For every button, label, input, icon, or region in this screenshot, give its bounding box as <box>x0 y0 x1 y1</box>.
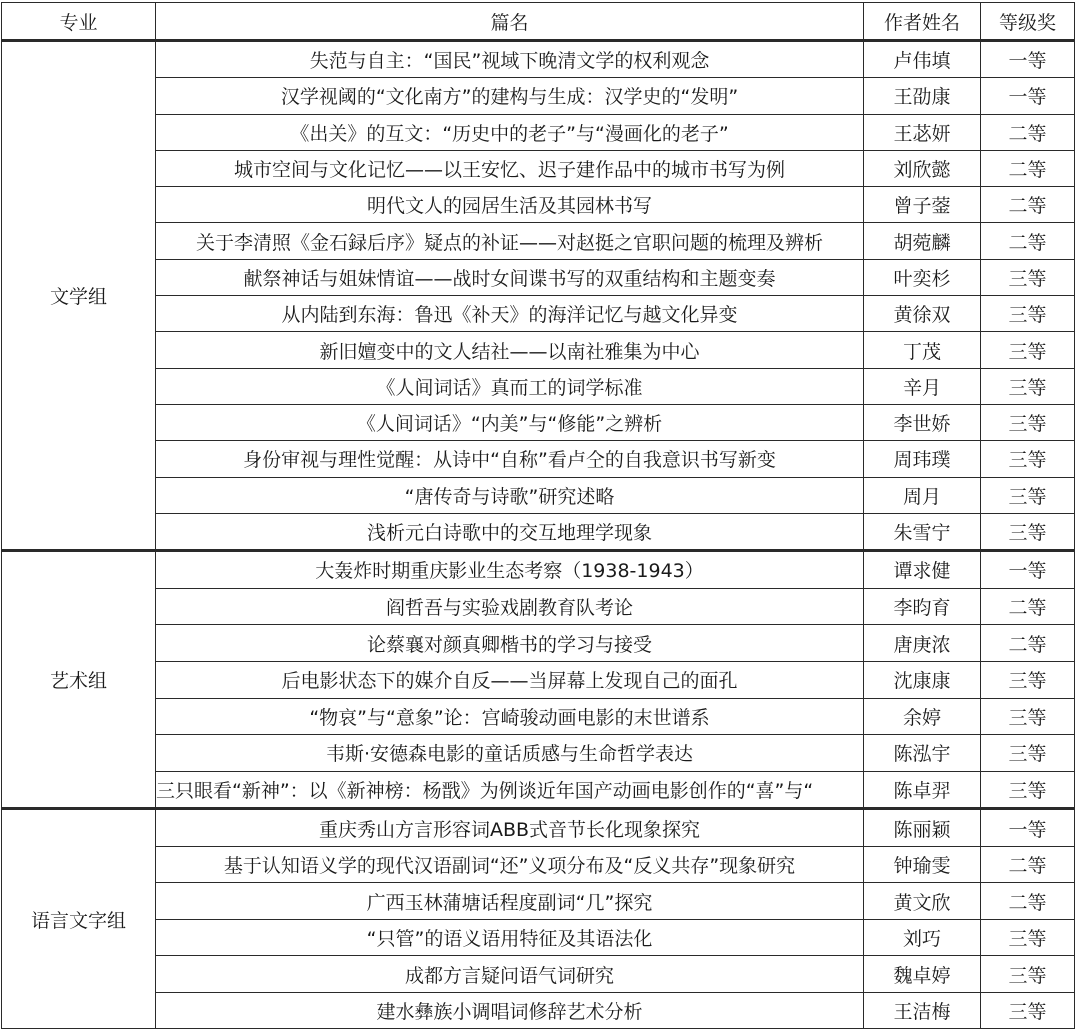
prize-cell: 二等 <box>981 625 1075 662</box>
paper-title-cell: 建水彝族小调唱词修辞艺术分析 <box>156 992 864 1029</box>
header-title: 篇名 <box>156 3 864 41</box>
table-row <box>2 661 1075 698</box>
header-prize: 等级奖 <box>981 3 1075 41</box>
author-cell: 刘欣懿 <box>864 150 981 186</box>
table-row <box>2 992 1075 1029</box>
prize-cell: 三等 <box>981 735 1075 772</box>
prize-cell: 一等 <box>981 551 1075 589</box>
paper-title-cell: “唐传奇与诗歌”研究述略 <box>156 477 864 513</box>
paper-title-cell: 后电影状态下的媒介自反——当屏幕上发现自己的面孔 <box>156 661 864 698</box>
author-cell: 黄文欣 <box>864 883 981 920</box>
paper-title-cell: 城市空间与文化记忆——以王安忆、迟子建作品中的城市书写为例 <box>156 150 864 186</box>
group-name-cell: 文学组 <box>2 41 156 551</box>
prize-cell: 三等 <box>981 771 1075 809</box>
table-row <box>2 296 1075 332</box>
prize-cell: 三等 <box>981 992 1075 1029</box>
paper-title-cell: 重庆秀山方言形容词ABB式音节长化现象探究 <box>156 809 864 847</box>
table-row <box>2 698 1075 735</box>
prize-cell: 三等 <box>981 956 1075 993</box>
author-cell: 胡菀麟 <box>864 223 981 259</box>
table-row <box>2 78 1075 114</box>
paper-title-cell: 身份审视与理性觉醒：从诗中“自称”看卢仝的自我意识书写新变 <box>156 441 864 477</box>
prize-cell: 三等 <box>981 259 1075 295</box>
paper-title-cell: 汉学视阈的“文化南方”的建构与生成：汉学史的“发明” <box>156 78 864 114</box>
prize-cell: 二等 <box>981 114 1075 150</box>
table-row <box>2 551 1075 589</box>
paper-title-cell: 韦斯·安德森电影的童话质感与生命哲学表达 <box>156 735 864 772</box>
table-row <box>2 441 1075 477</box>
paper-title-cell: “物哀”与“意象”论：宫崎骏动画电影的末世谱系 <box>156 698 864 735</box>
prize-cell: 三等 <box>981 441 1075 477</box>
prize-cell: 二等 <box>981 588 1075 625</box>
paper-title-cell: 论蔡襄对颜真卿楷书的学习与接受 <box>156 625 864 662</box>
paper-title-cell: 关于李清照《金石録后序》疑点的补证——对赵挺之官职问题的梳理及辨析 <box>156 223 864 259</box>
author-cell: 卢伟填 <box>864 41 981 78</box>
table-row <box>2 735 1075 772</box>
header-row <box>2 3 1075 41</box>
award-table <box>1 2 1075 1029</box>
table-row <box>2 588 1075 625</box>
author-cell: 曾子蓥 <box>864 187 981 223</box>
paper-title-cell: 从内陆到东海：鲁迅《补天》的海洋记忆与越文化异变 <box>156 296 864 332</box>
table-row <box>2 513 1075 550</box>
author-cell: 陈丽颖 <box>864 809 981 847</box>
author-cell: 钟瑜雯 <box>864 846 981 883</box>
prize-cell: 二等 <box>981 223 1075 259</box>
author-cell: 李世娇 <box>864 404 981 440</box>
header-major: 专业 <box>2 3 156 41</box>
prize-cell: 一等 <box>981 78 1075 114</box>
group-language <box>2 809 1075 1029</box>
table-row <box>2 41 1075 78</box>
table-row <box>2 223 1075 259</box>
table-row <box>2 771 1075 809</box>
paper-title-cell: 《出关》的互文：“历史中的老子”与“漫画化的老子” <box>156 114 864 150</box>
paper-title-cell: 明代文人的园居生活及其园林书写 <box>156 187 864 223</box>
paper-title-cell: 失范与自主：“国民”视域下晚清文学的权利观念 <box>156 41 864 78</box>
prize-cell: 三等 <box>981 477 1075 513</box>
prize-cell: 三等 <box>981 296 1075 332</box>
prize-cell: 三等 <box>981 332 1075 368</box>
paper-title-cell: 基于认知语义学的现代汉语副词“还”义项分布及“反义共存”现象研究 <box>156 846 864 883</box>
paper-title-cell: 浅析元白诗歌中的交互地理学现象 <box>156 513 864 550</box>
author-cell: 周月 <box>864 477 981 513</box>
table-row <box>2 259 1075 295</box>
author-cell: 陈泓宇 <box>864 735 981 772</box>
table-row <box>2 368 1075 404</box>
paper-title-cell: 三只眼看“新神”：以《新神榜：杨戬》为例谈近年国产动画电影创作的“喜”与“ <box>156 771 864 809</box>
author-cell: 陈卓羿 <box>864 771 981 809</box>
prize-cell: 三等 <box>981 661 1075 698</box>
table-row <box>2 956 1075 993</box>
paper-title-cell: 阎哲吾与实验戏剧教育队考论 <box>156 588 864 625</box>
prize-cell: 一等 <box>981 41 1075 78</box>
prize-cell: 三等 <box>981 919 1075 956</box>
table-row <box>2 150 1075 186</box>
prize-cell: 三等 <box>981 368 1075 404</box>
author-cell: 余婷 <box>864 698 981 735</box>
author-cell: 辛月 <box>864 368 981 404</box>
table-row <box>2 809 1075 847</box>
table-row <box>2 187 1075 223</box>
author-cell: 李昀育 <box>864 588 981 625</box>
header-author: 作者姓名 <box>864 3 981 41</box>
prize-cell: 三等 <box>981 513 1075 550</box>
group-art <box>2 551 1075 809</box>
table-row <box>2 477 1075 513</box>
table-row <box>2 332 1075 368</box>
author-cell: 叶奕杉 <box>864 259 981 295</box>
paper-title-cell: 成都方言疑问语气词研究 <box>156 956 864 993</box>
author-cell: 周玮璞 <box>864 441 981 477</box>
author-cell: 唐庚浓 <box>864 625 981 662</box>
table-row <box>2 625 1075 662</box>
author-cell: 沈康康 <box>864 661 981 698</box>
prize-cell: 三等 <box>981 698 1075 735</box>
table-row <box>2 883 1075 920</box>
table-row <box>2 404 1075 440</box>
paper-title-cell: 新旧嬗变中的文人结社——以南社雅集为中心 <box>156 332 864 368</box>
prize-cell: 二等 <box>981 846 1075 883</box>
author-cell: 黄徐双 <box>864 296 981 332</box>
paper-title-cell: 《人间词话》真而工的词学标准 <box>156 368 864 404</box>
author-cell: 王苾妍 <box>864 114 981 150</box>
author-cell: 谭求健 <box>864 551 981 589</box>
group-name-cell: 语言文字组 <box>2 809 156 1029</box>
prize-cell: 二等 <box>981 883 1075 920</box>
author-cell: 刘巧 <box>864 919 981 956</box>
prize-cell: 二等 <box>981 187 1075 223</box>
prize-cell: 二等 <box>981 150 1075 186</box>
paper-title-cell: “只管”的语义语用特征及其语法化 <box>156 919 864 956</box>
author-cell: 王洁梅 <box>864 992 981 1029</box>
paper-title-cell: 《人间词话》“内美”与“修能”之辨析 <box>156 404 864 440</box>
prize-cell: 三等 <box>981 404 1075 440</box>
prize-cell: 一等 <box>981 809 1075 847</box>
group-literature <box>2 41 1075 551</box>
table-row <box>2 919 1075 956</box>
table-row <box>2 846 1075 883</box>
author-cell: 丁茂 <box>864 332 981 368</box>
author-cell: 王劭康 <box>864 78 981 114</box>
table-row <box>2 114 1075 150</box>
author-cell: 朱雪宁 <box>864 513 981 550</box>
paper-title-cell: 献祭神话与姐妹情谊——战时女间谍书写的双重结构和主题变奏 <box>156 259 864 295</box>
paper-title-cell: 大轰炸时期重庆影业生态考察（1938-1943） <box>156 551 864 589</box>
paper-title-cell: 广西玉林蒲塘话程度副词“几”探究 <box>156 883 864 920</box>
group-name-cell: 艺术组 <box>2 551 156 809</box>
author-cell: 魏卓婷 <box>864 956 981 993</box>
